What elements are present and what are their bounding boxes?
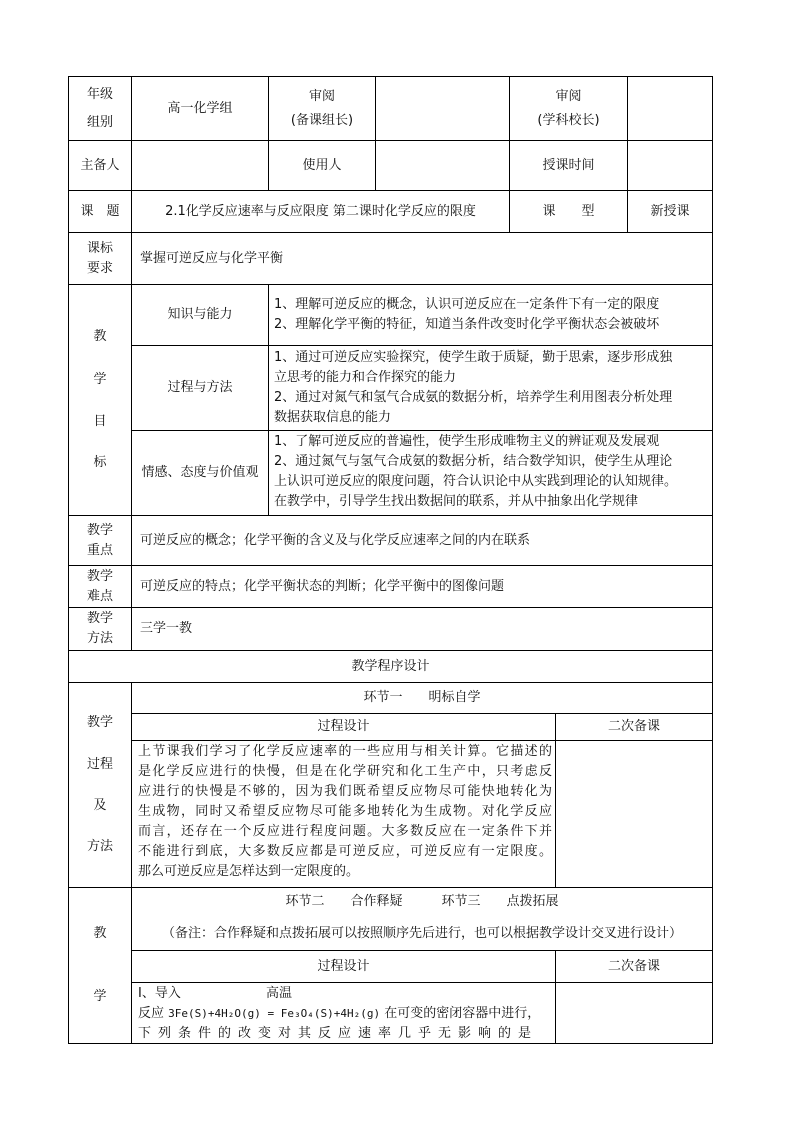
second-prep-header-2: 二次备课 bbox=[607, 958, 660, 974]
row-divider bbox=[68, 887, 713, 888]
step23-title: 环节二 合作释疑 环节三 点拨拓展 bbox=[285, 894, 559, 909]
difficulty-label: 教学 难点 bbox=[86, 568, 113, 604]
reaction-formula: 3Fe(S)+4H₂O(g) = Fe₃O₄(S)+4H₂(g) bbox=[168, 1007, 381, 1020]
review-group-leader-label: 审阅 (备课组长) bbox=[290, 88, 354, 128]
method-value: 三学一教 bbox=[140, 621, 193, 636]
section-title: 教学程序设计 bbox=[351, 658, 430, 674]
standard-label: 课标 要求 bbox=[86, 240, 113, 276]
emotion-content: 1、了解可逆反应的普遍性，使学生形成唯物主义的辨证观及发展观 2、通过氮气与氢气合成氨的数据分析，结合数学知识，使学生从理论 上认识可逆反应的限度问题，符合认识论中从实践到理论的认知规律。 在教学中，引导学生找出数据间的联系，并从中抽象出化学规律 bbox=[274, 434, 678, 509]
grade-group-label bbox=[69, 77, 131, 140]
method-label: 教学 方法 bbox=[86, 611, 113, 646]
group-label: 组别 bbox=[86, 114, 113, 130]
preparer-label: 主备人 bbox=[80, 157, 120, 173]
lesson-type-label: 课 型 bbox=[542, 203, 595, 219]
standard-value: 掌握可逆反应与化学平衡 bbox=[140, 250, 284, 266]
topic-label: 课 题 bbox=[80, 203, 120, 219]
focus-label: 教学 重点 bbox=[86, 522, 113, 558]
time-value[interactable] bbox=[628, 141, 712, 190]
col-divider bbox=[268, 284, 269, 515]
design-header: 过程设计 bbox=[317, 719, 370, 734]
intro-line bbox=[138, 984, 552, 1004]
user-label: 使用人 bbox=[302, 157, 342, 173]
knowledge-content: 1、理解可逆反应的概念，认识可逆反应在一定条件下有一定的限度 2、理解化学平衡的特征，知道当条件改变时化学平衡状态会被破坏 bbox=[274, 297, 660, 332]
knowledge-label: 知识与能力 bbox=[167, 307, 233, 322]
process-content: 1、通过可逆反应实验探究，使学生敢于质疑，勤于思索，逐步形成独 立思考的能力和合作探究的能力 2、通过对氮气和氢气合成氨的数据分析，培养学生利用图表分析处理 数据获取信息的能力 bbox=[274, 350, 673, 425]
review-principal-label: 审阅 (学科校长) bbox=[537, 88, 600, 128]
user-value[interactable] bbox=[376, 141, 509, 190]
step1-title: 环节一 明标自学 bbox=[363, 690, 481, 705]
objectives-label: 教 学 目 标 bbox=[93, 329, 107, 470]
group-value: 高一化学组 bbox=[167, 100, 233, 116]
focus-value: 可逆反应的概念；化学平衡的含义及与化学反应速率之间的内在联系 bbox=[140, 532, 531, 548]
step1-second-prep[interactable] bbox=[556, 741, 712, 887]
grade-label: 年级 bbox=[86, 86, 113, 102]
review-principal-value[interactable] bbox=[628, 77, 712, 140]
second-prep-header: 二次备课 bbox=[607, 719, 660, 734]
reaction-line: 反应 3Fe(S)+4H₂O(g) = Fe₃O₄(S)+4H₂(g) 在可变的密闭容器中进行， bbox=[138, 1006, 541, 1021]
step23-second-prep[interactable] bbox=[556, 983, 712, 1043]
procedure-label: 教学 过程 及 方法 bbox=[86, 715, 113, 854]
teaching-label: 教 学 bbox=[93, 926, 107, 1004]
topic-value: 2.1化学反应速率与反应限度 第二课时化学反应的限度 bbox=[165, 203, 476, 219]
preparer-value[interactable] bbox=[132, 141, 268, 190]
time-label: 授课时间 bbox=[542, 157, 595, 173]
emotion-label: 情感、态度与价值观 bbox=[141, 465, 259, 480]
step1-content: 上节课我们学习了化学反应速率的一些应用与相关计算。它描述的 是化学反应进行的快慢，但是在化学研究和化工生产中，只考虑反 应进行的快慢是不够的，因为我们既希望反应物尽可能快地转化为 生成物，同时又希望反应物尽可能多地转化为生成物。对化学反应 而言，还存在一个反应进行程度问题。大多数反应在一定条件下并 不能进行到底，大多数反应都是可逆反应，可逆反应有一定限度。 那么可逆反应是怎样达到一定限度的。 bbox=[138, 744, 552, 879]
difficulty-value: 可逆反应的特点；化学平衡状态的判断；化学平衡中的图像问题 bbox=[140, 578, 505, 594]
review-group-leader-value[interactable] bbox=[376, 77, 509, 140]
table-border-right bbox=[712, 76, 713, 1044]
step23-content bbox=[138, 984, 552, 1042]
condition-text: 高温 bbox=[266, 986, 293, 1001]
intro-label: Ⅰ、导入 bbox=[138, 986, 181, 1001]
step23-note: （备注：合作释疑和点拨拓展可以按照顺序先后进行，也可以根据教学设计交叉进行设计） bbox=[161, 926, 682, 941]
process-label: 过程与方法 bbox=[167, 380, 233, 395]
question-line: 下列条件的改变对其反应速率几乎无影响的是 bbox=[138, 1026, 539, 1041]
lesson-type-value: 新授课 bbox=[650, 203, 690, 219]
design-header-2: 过程设计 bbox=[317, 958, 370, 974]
